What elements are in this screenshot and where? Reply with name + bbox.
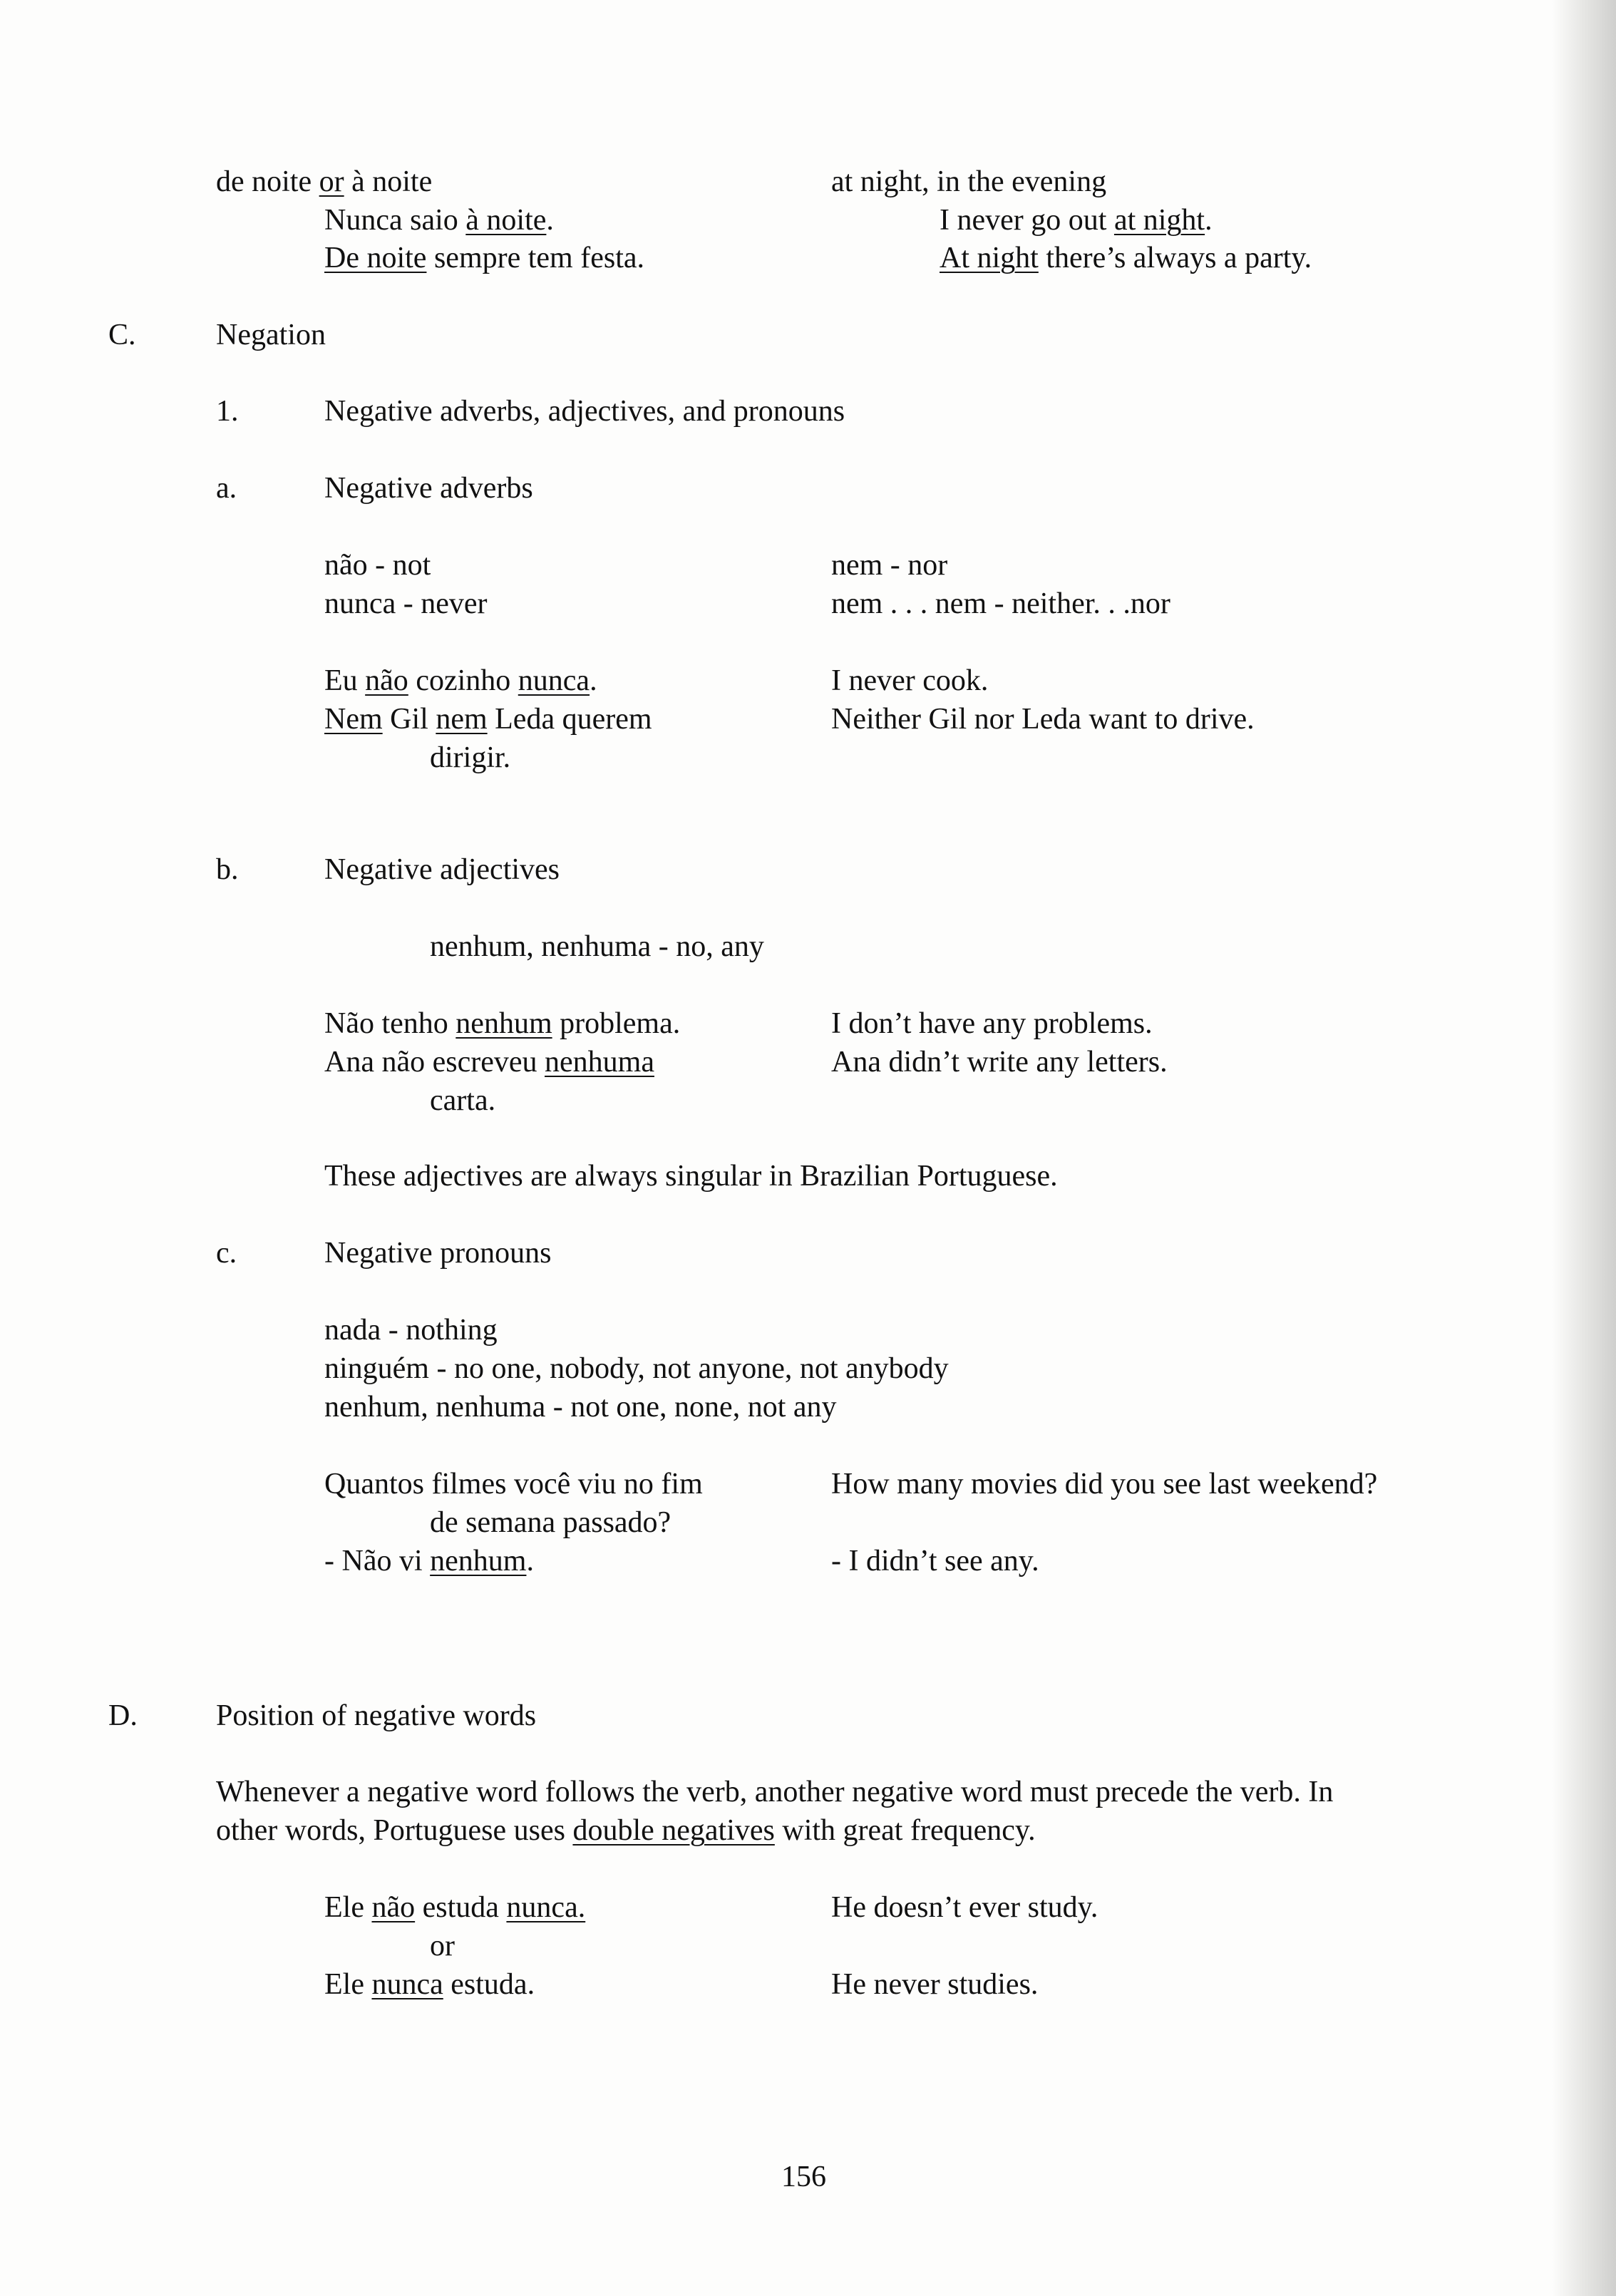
pronoun-ninguem: ninguém - no one, nobody, not anyone, not anybody [324, 1352, 949, 1385]
example-pt-nem-gil-cont: dirigir. [430, 741, 511, 774]
example-pt-nao-vi: - Não vi nenhum. [324, 1545, 534, 1577]
vocab-line-de-noite: de noite or à noite [216, 165, 433, 198]
page-edge-shadow [1552, 0, 1616, 2296]
subsection-1-number: 1. [216, 395, 239, 428]
paragraph-line-2: other words, Portuguese uses double negatives with great frequency. [216, 1814, 1036, 1847]
item-b-letter: b. [216, 853, 239, 886]
item-a-letter: a. [216, 472, 237, 505]
example-en-never-cook: I never cook. [831, 664, 989, 697]
subsection-1-title: Negative adverbs, adjectives, and pronouns [324, 395, 845, 428]
example-en-didnt-see: - I didn’t see any. [831, 1545, 1039, 1577]
item-c-letter: c. [216, 1237, 237, 1270]
example-en-ana-letters: Ana didn’t write any letters. [831, 1046, 1168, 1078]
example-pt-nunca-saio: Nunca saio à noite. [324, 204, 554, 237]
example-pt-ele-nao-estuda: Ele não estuda nunca. [324, 1891, 586, 1924]
example-en-no-problems: I don’t have any problems. [831, 1007, 1153, 1040]
adjective-nenhum: nenhum, nenhuma - no, any [430, 930, 764, 963]
adverb-nem: nem - nor [831, 549, 948, 582]
note-singular: These adjectives are always singular in Brazilian Portuguese. [324, 1160, 1058, 1193]
pronoun-nenhum: nenhum, nenhuma - not one, none, not any [324, 1391, 837, 1424]
example-en-neither-gil: Neither Gil nor Leda want to drive. [831, 703, 1255, 736]
example-pt-quantos-cont: de semana passado? [430, 1506, 671, 1539]
example-en-how-many-movies: How many movies did you see last weekend? [831, 1468, 1378, 1500]
example-pt-nem-gil: Nem Gil nem Leda querem [324, 703, 652, 736]
example-pt-eu-nao-cozinho: Eu não cozinho nunca. [324, 664, 597, 697]
adverb-nem-nem: nem . . . nem - neither. . .nor [831, 587, 1170, 620]
example-en-doesnt-ever-study: He doesn’t ever study. [831, 1891, 1098, 1924]
item-a-title: Negative adverbs [324, 472, 533, 505]
example-en-never-go-out: I never go out at night. [940, 204, 1213, 237]
or-connector: or [430, 1930, 455, 1962]
example-pt-nao-tenho: Não tenho nenhum problema. [324, 1007, 681, 1040]
adverb-nunca: nunca - never [324, 587, 488, 620]
example-pt-ana-cont: carta. [430, 1084, 496, 1117]
vocab-translation-at-night: at night, in the evening [831, 165, 1107, 198]
section-c-title: Negation [216, 319, 326, 351]
example-pt-ana-nao-escreveu: Ana não escreveu nenhuma [324, 1046, 654, 1078]
pronoun-nada: nada - nothing [324, 1314, 498, 1347]
item-b-title: Negative adjectives [324, 853, 560, 886]
example-en-party: At night there’s always a party. [940, 242, 1312, 274]
example-pt-quantos-filmes: Quantos filmes você viu no fim [324, 1468, 703, 1500]
example-pt-ele-nunca-estuda: Ele nunca estuda. [324, 1968, 535, 2001]
paragraph-line-1: Whenever a negative word follows the verb, another negative word must precede the verb. In [216, 1776, 1334, 1808]
adverb-nao: não - not [324, 549, 431, 582]
section-d-letter: D. [108, 1699, 138, 1732]
page-number: 156 [781, 2161, 826, 2193]
section-c-letter: C. [108, 319, 136, 351]
example-pt-de-noite-festa: De noite sempre tem festa. [324, 242, 644, 274]
item-c-title: Negative pronouns [324, 1237, 552, 1270]
example-en-never-studies: He never studies. [831, 1968, 1039, 2001]
section-d-title: Position of negative words [216, 1699, 537, 1732]
